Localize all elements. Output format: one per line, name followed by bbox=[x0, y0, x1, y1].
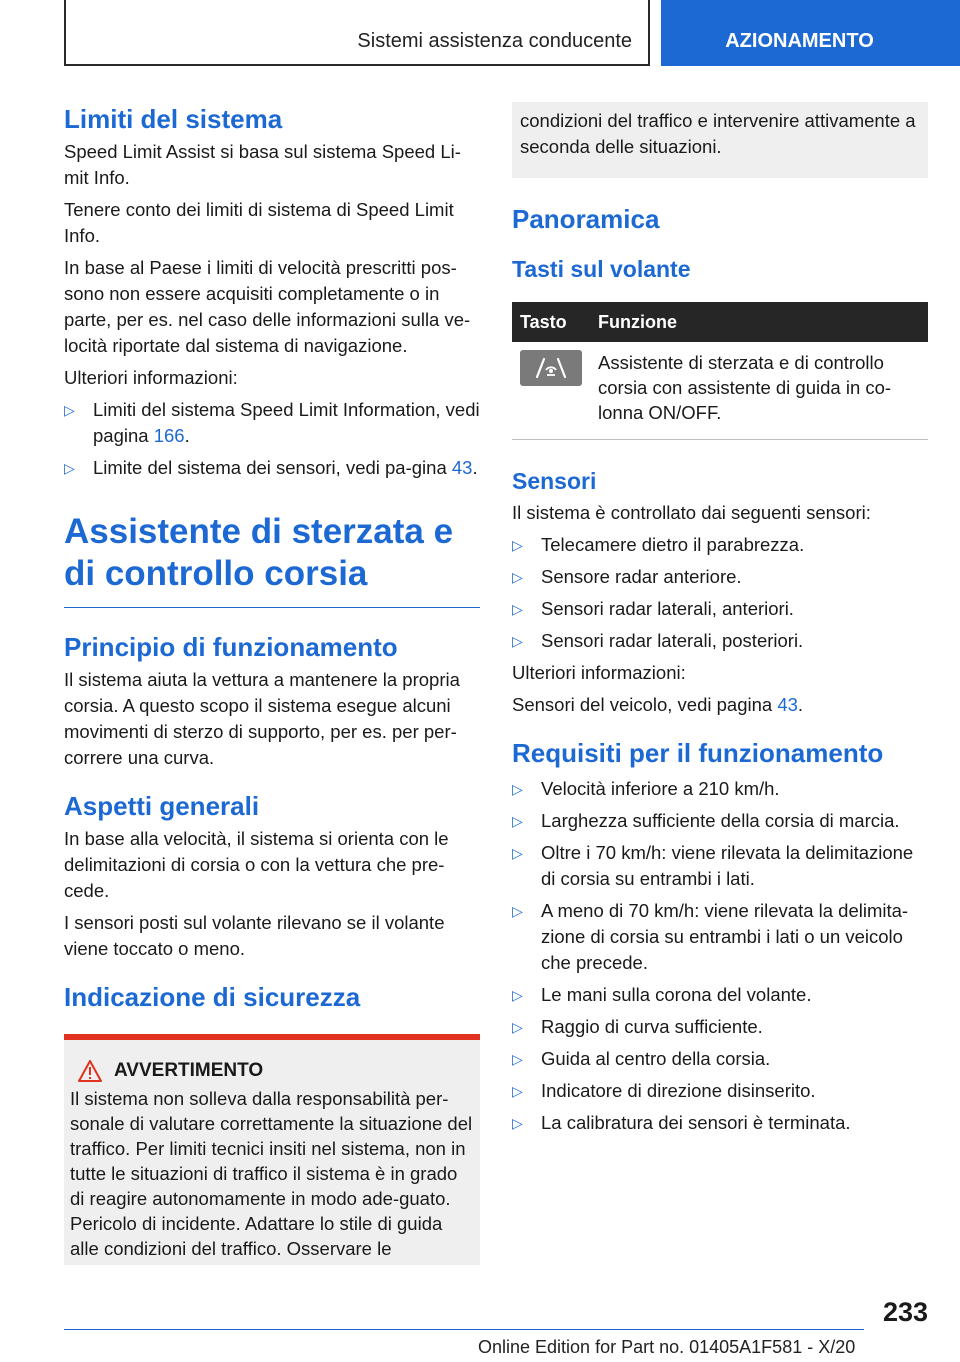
triangle-bullet-icon: ▷ bbox=[64, 402, 75, 418]
safety-heading: Indicazione di sicurezza bbox=[64, 982, 361, 1012]
table-header-function: Funzione bbox=[590, 302, 928, 342]
main-heading: Assistente di sterzata e di controllo corsia bbox=[64, 512, 454, 593]
general-paragraph-2: I sensori posti sul volante rilevano se il volante viene toccato o meno. bbox=[64, 912, 445, 959]
list-item: ▷ La calibratura dei sensori è terminata. bbox=[512, 1110, 928, 1136]
limits-bullet-list bbox=[64, 397, 480, 481]
list-item: ▷ Oltre i 70 km/h: viene rilevata la delimitazione di corsia su entrambi i lati. bbox=[512, 842, 914, 889]
more-info-label: Ulteriori informazioni: bbox=[64, 367, 238, 388]
sensors-list bbox=[512, 532, 928, 654]
principle-paragraph: Il sistema aiuta la vettura a mantenere la propria corsia. A questo scopo il sistema esegue alcuni movimenti di sterzo di supporto, per es. per per-correre una curva. bbox=[64, 669, 460, 768]
warning-title: AVVERTIMENTO bbox=[114, 1060, 264, 1081]
more-info-label: Ulteriori informazioni: bbox=[512, 662, 686, 683]
warning-triangle-icon bbox=[78, 1060, 102, 1082]
warning-continuation-text: condizioni del traffico e intervenire attivamente a seconda delle situazioni. bbox=[520, 110, 916, 157]
general-heading: Aspetti generali bbox=[64, 791, 260, 821]
sensors-intro: Il sistema è controllato dai seguenti sensori: bbox=[512, 502, 871, 523]
right-column bbox=[512, 102, 928, 1136]
list-item: ▷ Telecamere dietro il parabrezza. bbox=[512, 532, 928, 558]
list-item: ▷ Sensori radar laterali, anteriori. bbox=[512, 596, 928, 622]
warning-box bbox=[64, 1034, 480, 1265]
requirements-heading: Requisiti per il funzionamento bbox=[512, 738, 884, 768]
list-item: ▷ Larghezza sufficiente della corsia di marcia. bbox=[512, 808, 928, 834]
triangle-bullet-icon: ▷ bbox=[512, 781, 523, 797]
header-section-box bbox=[64, 0, 650, 66]
triangle-bullet-icon: ▷ bbox=[512, 987, 523, 1003]
triangle-bullet-icon: ▷ bbox=[512, 633, 523, 649]
limits-paragraph-1: Speed Limit Assist si basa sul sistema Speed Li-mit Info. bbox=[64, 141, 461, 188]
triangle-bullet-icon: ▷ bbox=[512, 1083, 523, 1099]
triangle-bullet-icon: ▷ bbox=[64, 460, 75, 476]
lane-assist-button[interactable] bbox=[520, 350, 582, 386]
warning-text: Il sistema non solleva dalla responsabilità per-sonale di valutare correttamente la situazione del traffico. Per limiti tecnici insiti nel sistema, non in tutte le situazioni di traffico il sistema è in grado di reagire autonomamente in modo ade-guato. Pericolo di incidente. Adattare lo stile di guida alle condizioni del traffico. Osservare le bbox=[70, 1088, 473, 1259]
triangle-bullet-icon: ▷ bbox=[512, 903, 523, 919]
principle-heading: Principio di funzionamento bbox=[64, 632, 398, 662]
triangle-bullet-icon: ▷ bbox=[512, 601, 523, 617]
buttons-heading: Tasti sul volante bbox=[512, 256, 691, 282]
limits-paragraph-3: In base al Paese i limiti di velocità prescritti pos-sono non essere acquisiti completamente o in parte, per es. nel caso delle informazioni sulla ve-locità riportate dal sistema di navigazione. bbox=[64, 257, 471, 356]
table-row bbox=[512, 342, 928, 440]
sensors-heading: Sensori bbox=[512, 468, 597, 494]
page-link[interactable]: 43 bbox=[777, 694, 798, 715]
table-cell-key bbox=[512, 342, 590, 440]
triangle-bullet-icon: ▷ bbox=[512, 1019, 523, 1035]
list-item: ▷ Limite del sistema dei sensori, vedi pa-gina 43. bbox=[64, 455, 480, 481]
footer-rule bbox=[64, 1329, 864, 1330]
list-item: ▷ Limiti del sistema Speed Limit Information, vedi pagina 166. bbox=[64, 399, 480, 446]
list-item: ▷ Velocità inferiore a 210 km/h. bbox=[512, 776, 928, 802]
page-number: 233 bbox=[882, 1297, 928, 1327]
triangle-bullet-icon: ▷ bbox=[512, 845, 523, 861]
page-link[interactable]: 43 bbox=[451, 457, 473, 478]
buttons-table bbox=[512, 302, 928, 440]
header-chapter-box bbox=[661, 0, 960, 66]
header-chapter-title: AZIONAMENTO bbox=[725, 30, 874, 52]
list-item: ▷ Le mani sulla corona del volante. bbox=[512, 982, 928, 1008]
heading-rule bbox=[64, 607, 480, 608]
list-item: ▷ Sensori radar laterali, posteriori. bbox=[512, 628, 928, 654]
list-item: ▷ A meno di 70 km/h: viene rilevata la delimita-zione di corsia su entrambi i lati o un veicolo che precede. bbox=[512, 900, 909, 973]
triangle-bullet-icon: ▷ bbox=[512, 813, 523, 829]
list-item: ▷ Raggio di curva sufficiente. bbox=[512, 1014, 928, 1040]
triangle-bullet-icon: ▷ bbox=[512, 569, 523, 585]
general-paragraph-1: In base alla velocità, il sistema si orienta con le delimitazioni di corsia o con la vettura che pre-cede. bbox=[64, 828, 449, 901]
left-column bbox=[64, 96, 480, 1265]
sensor-reference: Sensori del veicolo, vedi pagina 43. bbox=[512, 694, 804, 715]
triangle-bullet-icon: ▷ bbox=[512, 1115, 523, 1131]
limits-heading: Limiti del sistema bbox=[64, 104, 283, 134]
limits-paragraph-2: Tenere conto dei limiti di sistema di Speed Limit Info. bbox=[64, 199, 454, 246]
triangle-bullet-icon: ▷ bbox=[512, 537, 523, 553]
warning-header bbox=[70, 1060, 474, 1082]
table-header-key: Tasto bbox=[512, 302, 590, 342]
list-item: ▷ Guida al centro della corsia. bbox=[512, 1046, 928, 1072]
warning-continuation-box bbox=[512, 102, 928, 178]
table-cell-function: Assistente di sterzata e di controllo corsia con assistente di guida in co-lonna ON/OFF. bbox=[590, 342, 928, 440]
list-item: ▷ Indicatore di direzione disinserito. bbox=[512, 1078, 928, 1104]
steering-lane-icon bbox=[531, 355, 571, 381]
triangle-bullet-icon: ▷ bbox=[512, 1051, 523, 1067]
footer-edition: Online Edition for Part no. 01405A1F581 - X/20 bbox=[478, 1337, 856, 1357]
requirements-list bbox=[512, 776, 928, 1136]
header-section-title: Sistemi assistenza conducente bbox=[357, 30, 632, 52]
list-item: ▷ Sensore radar anteriore. bbox=[512, 564, 928, 590]
page-link[interactable]: 166 bbox=[153, 425, 185, 446]
table-header-row bbox=[512, 302, 928, 342]
overview-heading: Panoramica bbox=[512, 204, 660, 234]
